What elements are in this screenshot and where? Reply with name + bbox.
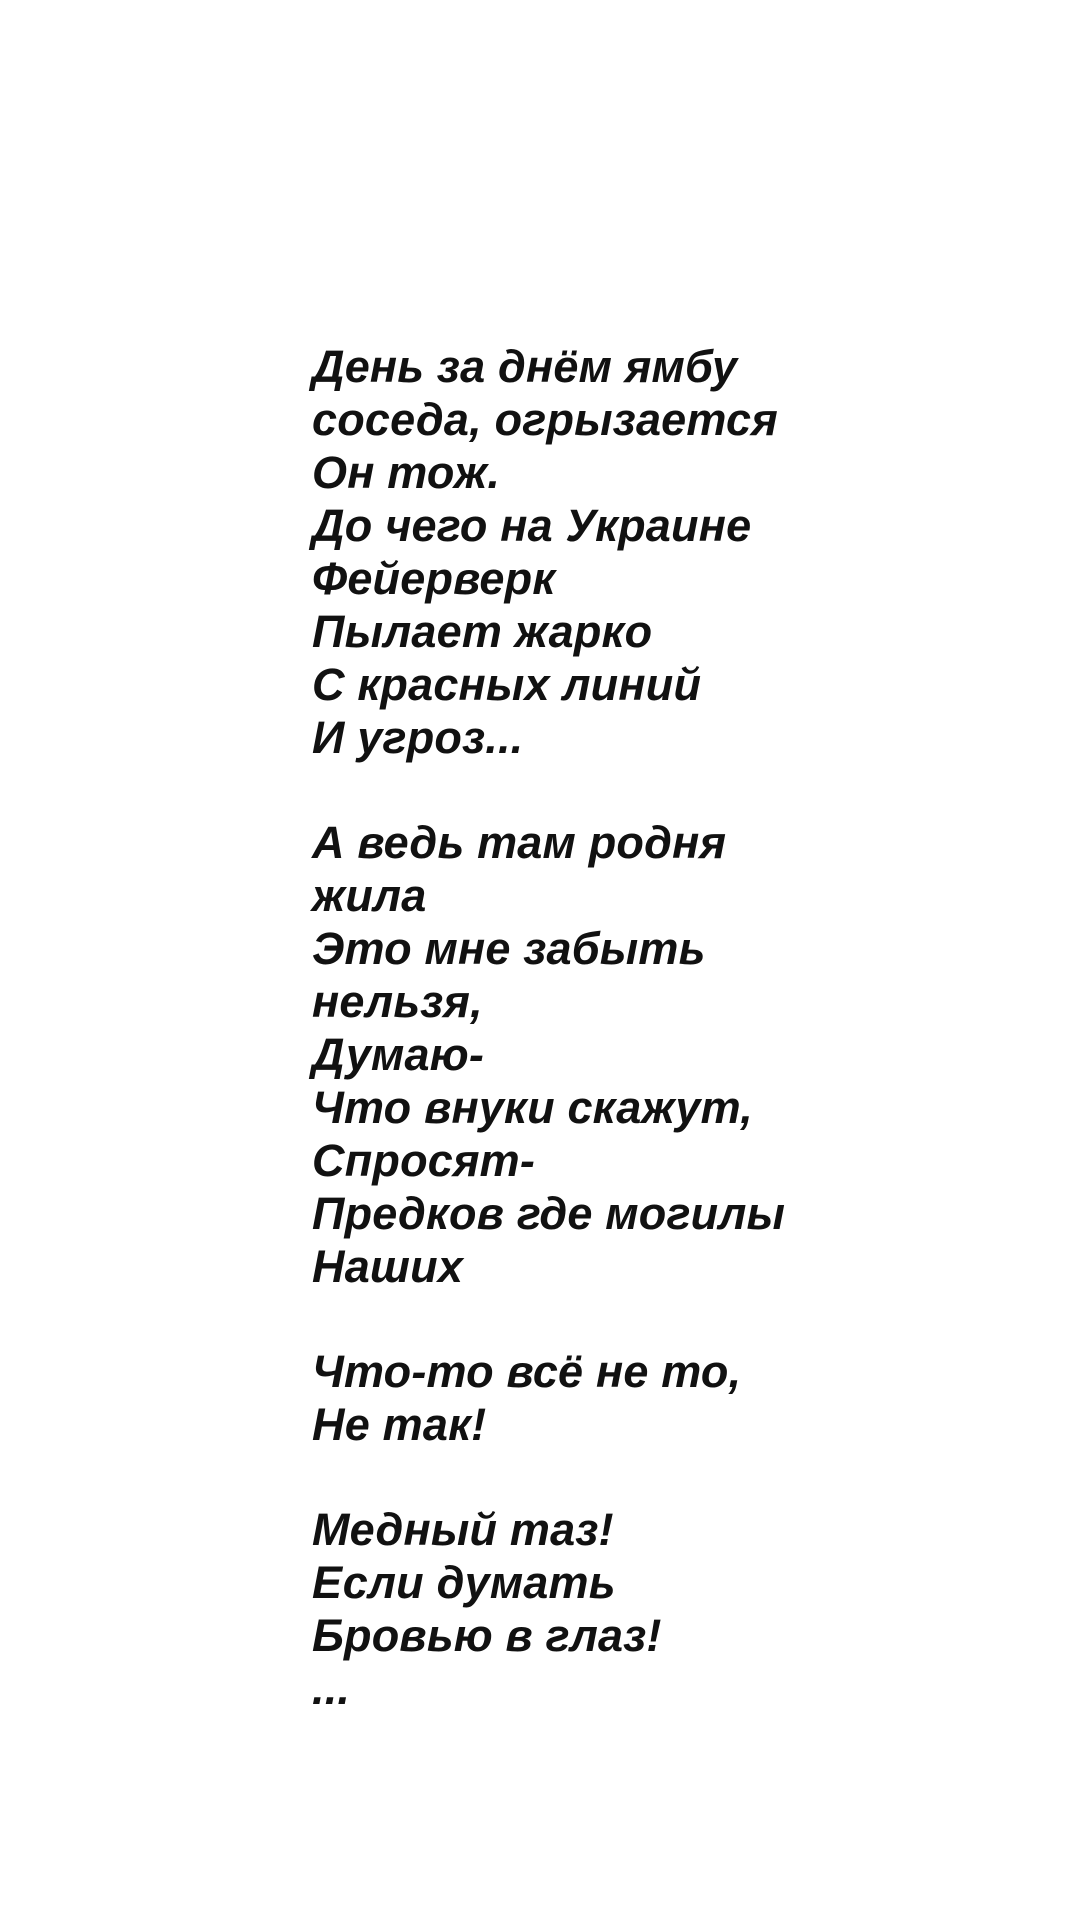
poem-stanza	[312, 1345, 1012, 1451]
poem-line: Спросят-	[312, 1135, 536, 1186]
poem-line: Думаю-	[312, 1029, 485, 1080]
poem-line: И угроз...	[312, 712, 524, 763]
poem-line: Предков где могилы	[312, 1188, 786, 1239]
poem-line: Фейерверк	[312, 553, 556, 604]
poem-line: жила	[312, 870, 427, 921]
poem-line: Наших	[312, 1241, 464, 1292]
poem-line: А ведь там родня	[312, 817, 727, 868]
poem-line: Если думать	[312, 1557, 616, 1608]
poem-stanza	[312, 1503, 1012, 1715]
poem-line: Медный таз!	[312, 1504, 614, 1555]
poem-stanza	[312, 816, 1012, 1293]
poem-line: Что-то всё не то,	[312, 1346, 742, 1397]
poem-line: ...	[312, 1663, 351, 1714]
poem-stanza	[312, 340, 1012, 764]
poem-line: Это мне забыть	[312, 923, 706, 974]
poem-line: День за днём ямбу	[312, 341, 738, 392]
poem-line: Пылает жарко	[312, 606, 653, 657]
poem-line: нельзя,	[312, 976, 483, 1027]
poem-line: Он тож.	[312, 447, 501, 498]
poem-text-block	[312, 340, 1012, 1715]
poem-line: Не так!	[312, 1399, 487, 1450]
poem-line: Что внуки скажут,	[312, 1082, 753, 1133]
poem-line: До чего на Украине	[312, 500, 752, 551]
poem-line: С красных линий	[312, 659, 702, 710]
poem-line: Бровью в глаз!	[312, 1610, 662, 1661]
poem-line: соседа, огрызается	[312, 394, 778, 445]
